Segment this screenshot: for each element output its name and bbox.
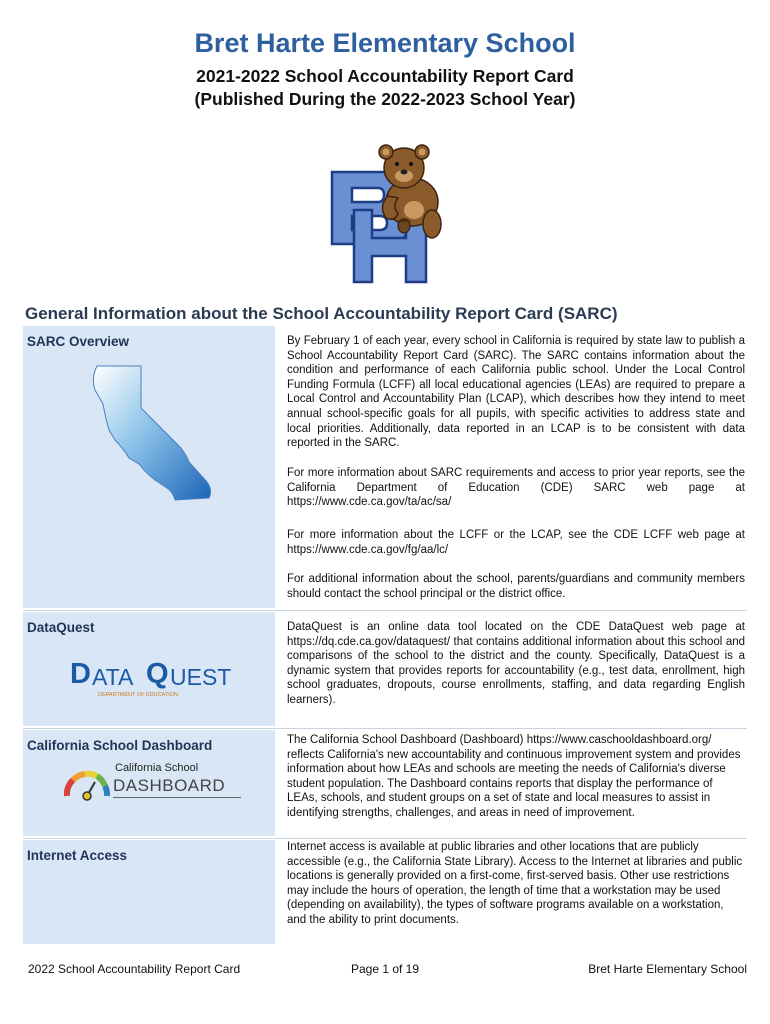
row-label-cell	[23, 730, 278, 836]
dataquest-paragraph: DataQuest is an online data tool located on the CDE DataQuest web page at https://dq.cde.ca.gov/dataquest/ that contains additional information about this school and comparisons of the school to the district and the county. Specifically, DataQuest is a dynamic system that provides reports for accountability (e.g., test data, enrollment, high school graduates, dropouts, course enrollments, staffing, and data regarding English learners).	[287, 621, 745, 706]
dashboard-paragraph: The California School Dashboard (Dashboard) https://www.caschooldashboard.org/ reflects California's new accountability and continuous improvement system and provides information about how LEAs and schools are meeting the needs of California's diverse student population. The Dashboard contains reports that display the performance of LEAs, schools, and student groups on a set of state and local measures to assist in identifying strengths, challenges, and areas in need of improvement.	[287, 734, 741, 819]
overview-paragraph-2: For more information about SARC requirements and access to prior year reports, see the California Department of Education (CDE) SARC web page at https://www.cde.ca.gov/ta/ac/sa/	[287, 467, 745, 509]
bear-on-bh-letters-logo	[320, 140, 460, 290]
row-divider	[23, 838, 747, 839]
row-label-cell	[23, 326, 278, 608]
table-row	[23, 840, 747, 944]
row-label: Internet Access	[27, 848, 128, 863]
overview-paragraph-3: For more information about the LCFF or the LCAP, see the CDE LCFF web page at https://www.cde.ca.gov/fg/aa/lc/	[287, 529, 745, 556]
dataquest-logo: D ATA Q UEST DEPARTMENT OF EDUCATION	[70, 658, 232, 698]
table-row	[23, 612, 747, 726]
row-label-cell	[23, 612, 278, 726]
footer-left: 2022 School Accountability Report Card	[28, 962, 241, 976]
footer-page-number: Page 1 of 19	[350, 962, 420, 976]
row-content-cell	[279, 612, 747, 726]
overview-paragraph-1: By February 1 of each year, every school in California is required by state law to publish a School Accountability Report Card (SARC). The SARC contains information about the condition and performance of each California public school. Under the Local Control Funding Formula (LCFF) all local educational agencies (LEAs) are required to prepare a Local Control and Accountability Plan (LCAP), which describes how they intend to meet annual school-specific goals for all pupils, with specific activities to address state and local priorities. Additionally, data reported in an LCAP is to be consistent with data reported in the SARC.	[287, 335, 745, 450]
internet-paragraph: Internet access is available at public libraries and other locations that are publicly accessible (e.g., the California State Library). Access to the Internet at libraries and public locations is generally provided on a first-come, first-served basis. Other use restrictions may include the hours of operation, the length of time that a workstation may be used (depending on availability), the types of software programs available on a workstation, and the ability to print documents.	[287, 841, 743, 926]
row-content-cell	[279, 326, 747, 608]
school-name-title: Bret Harte Elementary School	[194, 28, 576, 58]
dashboard-logo-line2: DASHBOARD	[113, 776, 226, 795]
row-label: SARC Overview	[27, 334, 130, 349]
table-row	[23, 730, 747, 836]
row-label-cell	[23, 840, 278, 944]
section-heading: General Information about the School Accountability Report Card (SARC)	[25, 304, 618, 323]
row-divider	[23, 728, 747, 729]
row-label: DataQuest	[27, 620, 95, 635]
report-subtitle: (Published During the 2022-2023 School Year)	[194, 89, 576, 109]
gauge-icon	[63, 760, 111, 802]
row-content-cell	[279, 730, 747, 836]
footer-right: Bret Harte Elementary School	[588, 962, 747, 976]
overview-paragraph-4: For additional information about the school, parents/guardians and community members should contact the school principal or the district office.	[287, 573, 745, 600]
row-divider	[23, 610, 747, 611]
report-title: 2021-2022 School Accountability Report Card	[196, 66, 574, 86]
dashboard-logo-underline	[113, 797, 241, 798]
dashboard-logo-line1: California School	[115, 762, 199, 774]
row-content-cell	[279, 840, 747, 944]
california-map-icon	[89, 364, 214, 502]
table-row	[23, 326, 747, 608]
row-label: California School Dashboard	[27, 738, 213, 753]
